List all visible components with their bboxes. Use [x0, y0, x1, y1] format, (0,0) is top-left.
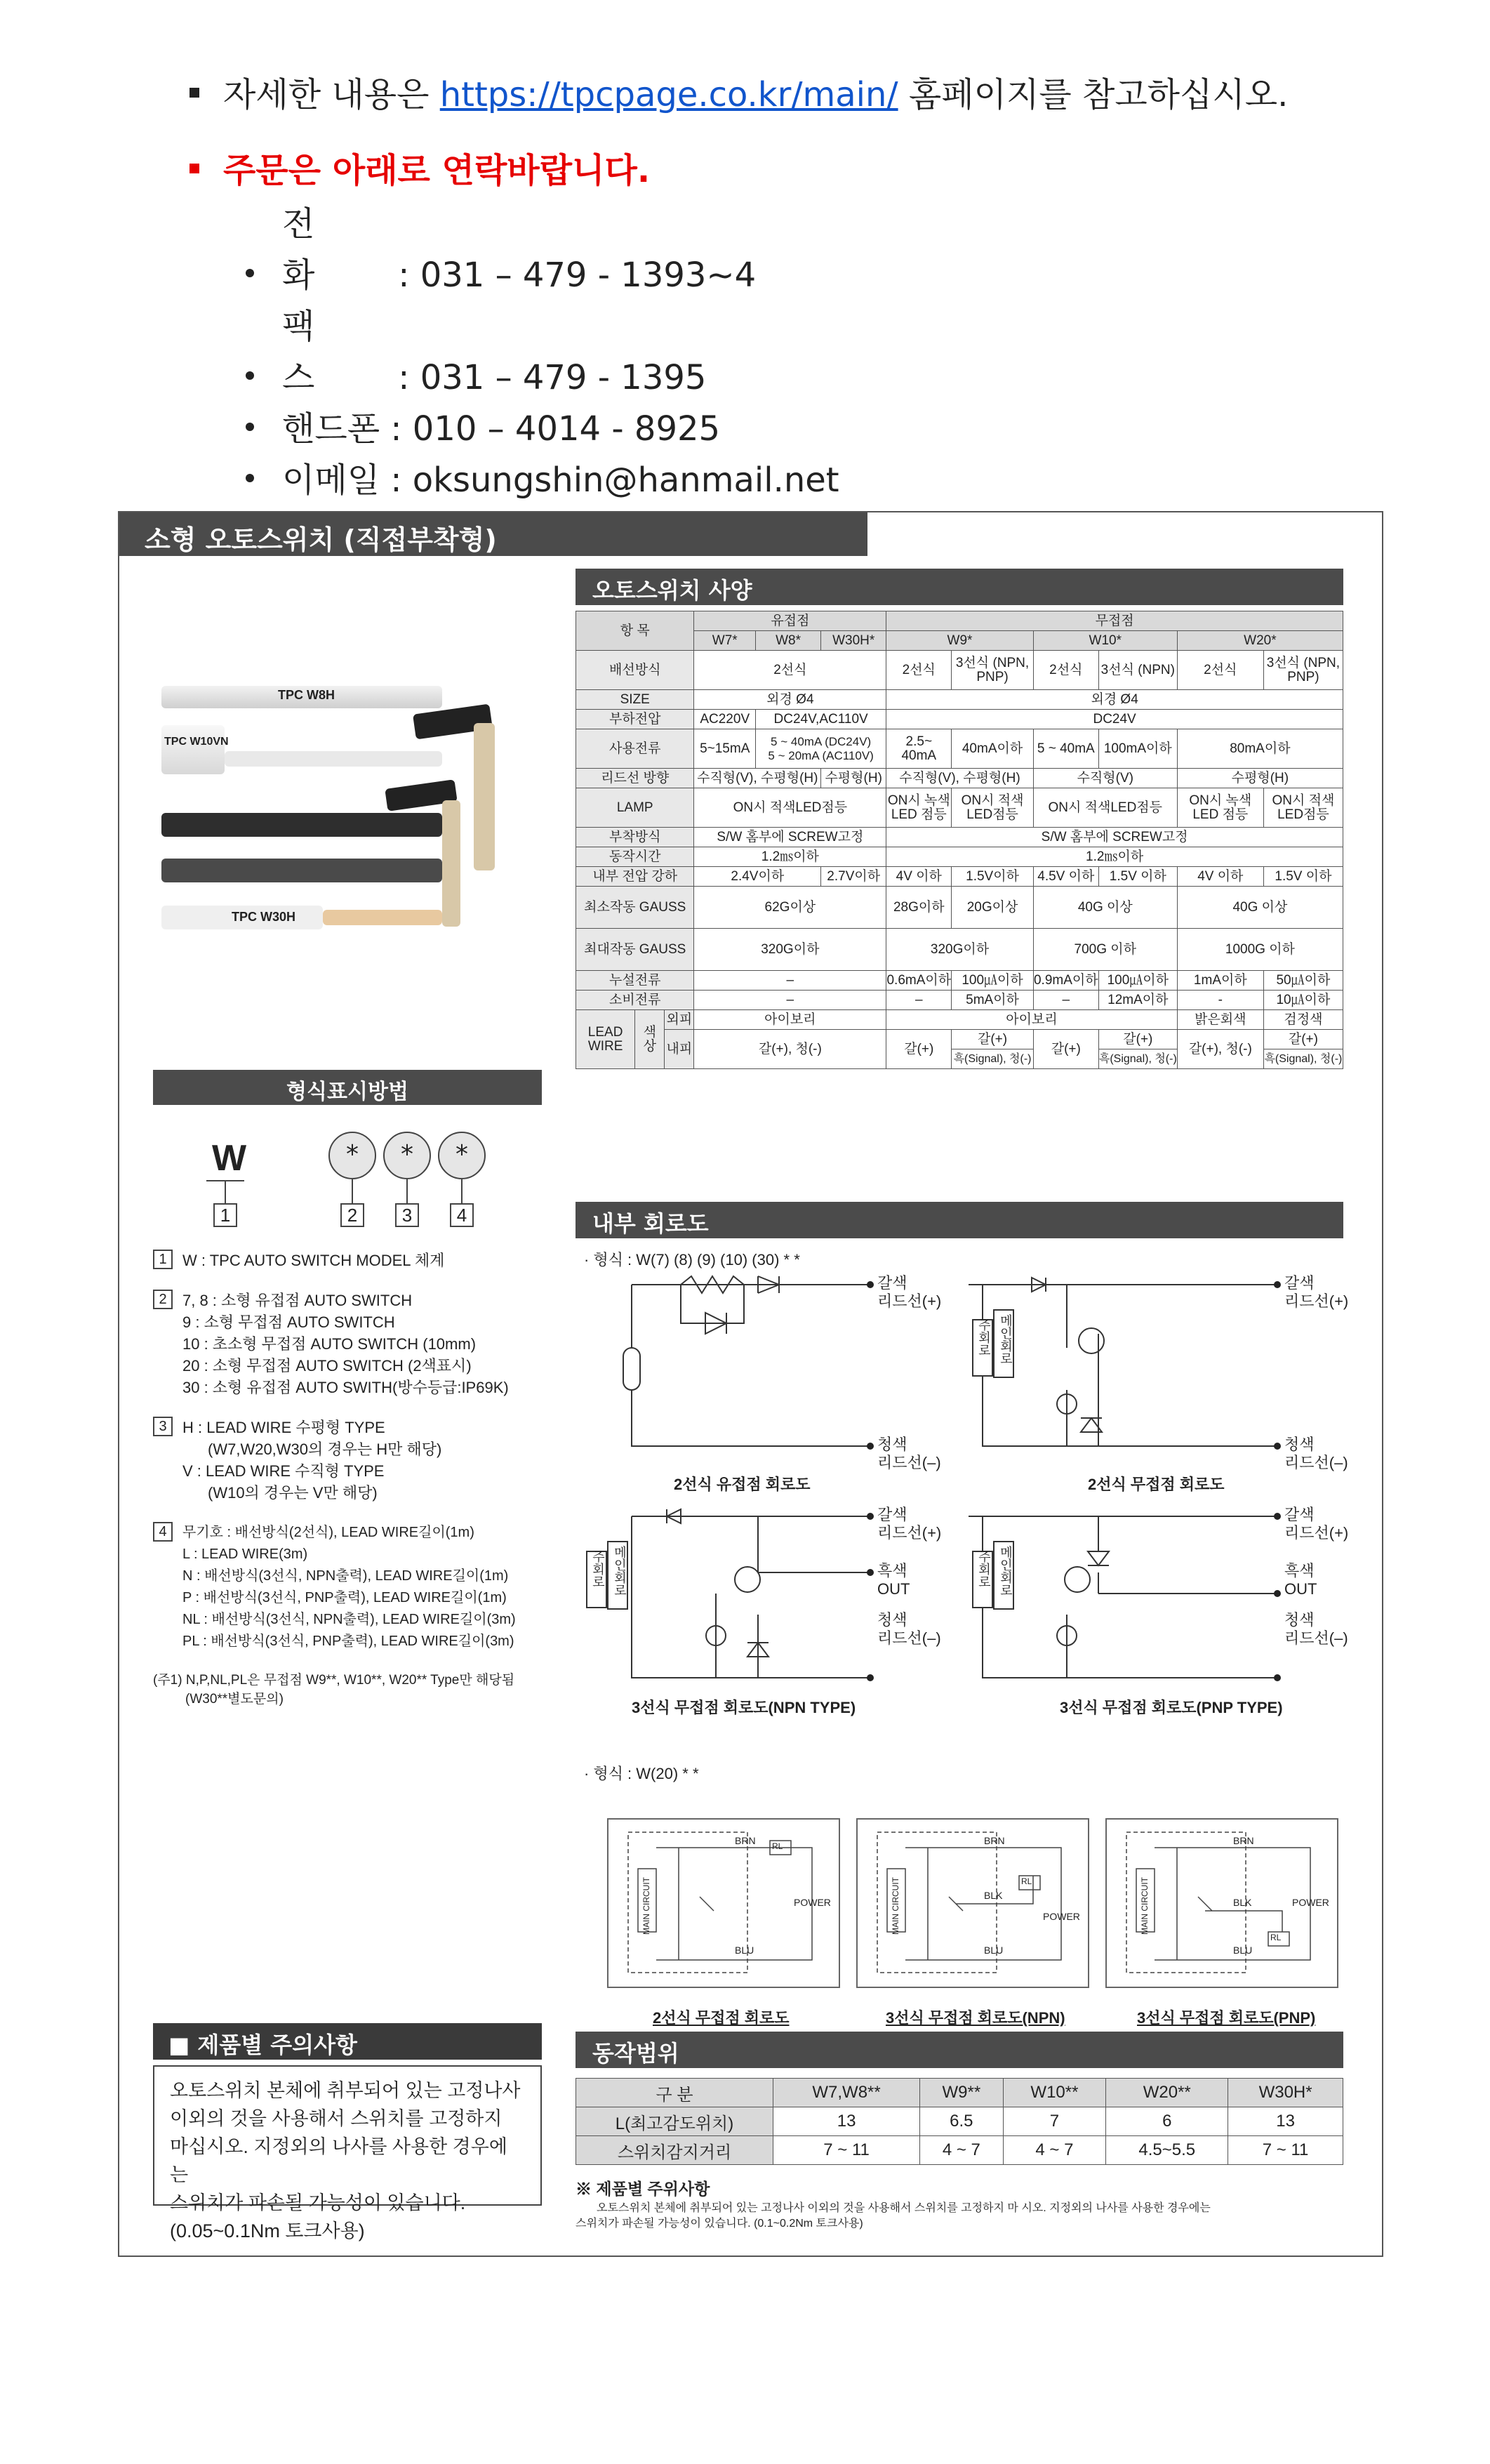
- photo-label: TPC W8H: [278, 688, 335, 702]
- range-header: W20**: [1106, 2079, 1228, 2107]
- spec-cell: 5mA이하: [952, 991, 1033, 1010]
- spec-row-label: 색 상: [635, 1010, 665, 1069]
- contact-label: 이메일: [282, 461, 380, 500]
- spec-cell: 62G이상: [694, 887, 886, 929]
- spec-table: [576, 611, 1343, 1069]
- format-item: 20 : 소형 무접점 AUTO SWITCH (2색표시): [182, 1357, 472, 1375]
- format-item: 30 : 소형 유접점 AUTO SWITH(방수등급:IP69K): [182, 1379, 509, 1396]
- wire-color: 청색: [877, 1611, 907, 1629]
- intro-section: [189, 67, 1453, 506]
- spec-cell: 28G이하: [886, 887, 952, 929]
- spec-cell: 20G이상: [952, 887, 1033, 929]
- main-circuit-label: MAIN CIRCUIT: [1140, 1877, 1150, 1935]
- spec-cell: 0.9mA이하: [1033, 971, 1098, 991]
- spec-model: W20*: [1177, 631, 1343, 651]
- spec-row-label: 내부 전압 강하: [576, 867, 694, 887]
- wire-label: BLU: [735, 1945, 754, 1956]
- spec-cell: 4V 이하: [1177, 867, 1263, 887]
- order-heading: [189, 143, 1453, 199]
- range-header: W30H*: [1228, 2079, 1343, 2107]
- spec-row-label: 동작시간: [576, 847, 694, 867]
- load-label: RL: [772, 1841, 783, 1851]
- format-slot-circle: *: [438, 1132, 486, 1179]
- caution-line: 이외의 것을 사용해서 스위치를 고정하지: [170, 2108, 503, 2129]
- wire-color: 갈색: [1284, 1506, 1315, 1523]
- spec-cell-line: 5 ~ 20mA (AC110V): [768, 748, 874, 762]
- spec-row-label: 내피: [665, 1030, 694, 1069]
- spec-row-label: 리드선 방향: [576, 769, 694, 788]
- bullet-dot-icon: [246, 474, 254, 482]
- spec-cell: 4V 이하: [886, 867, 952, 887]
- range-row-label: 스위치감지거리: [576, 2136, 773, 2165]
- range-section-title: 동작범위: [576, 2032, 1343, 2068]
- range-cell: 7 ~ 11: [773, 2136, 920, 2165]
- spec-cell: S/W 홈부에 SCREW고정: [694, 828, 886, 847]
- spec-cell: 100㎂이하: [952, 971, 1033, 991]
- range-note-line: 스위치가 파손될 가능성이 있습니다. (0.1~0.2Nm 토크사용): [576, 2218, 863, 2230]
- contact-fax: 팩 스 : 031 – 479 - 1395: [189, 301, 1453, 404]
- spec-cell: 700G 이하: [1033, 929, 1177, 971]
- main-circuit-sub: 메인회로: [999, 1546, 1013, 1596]
- format-connector-lines: [119, 512, 540, 1243]
- spec-cell: 10㎂이하: [1263, 991, 1343, 1010]
- spec-cell: 100mA이하: [1098, 729, 1177, 769]
- spec-cell: 갈(+): [886, 1030, 952, 1069]
- caution-section-title: ■ 제품별 주의사항: [153, 2023, 542, 2060]
- catalog-title: 소형 오토스위치 (직접부착형): [119, 512, 867, 556]
- circuit-label-brown: [877, 1274, 941, 1311]
- spec-cell: 2.5~ 40mA: [886, 729, 952, 769]
- contact-value[interactable]: oksungshin@hanmail.net: [412, 461, 839, 500]
- spec-cell: –: [1033, 991, 1098, 1010]
- format-number: 2: [153, 1290, 173, 1309]
- spec-cell: 갈(+): [952, 1030, 1033, 1049]
- spec-cell: 1mA이하: [1177, 971, 1263, 991]
- spec-cell: 외경 Ø4: [886, 690, 1343, 710]
- info-text-end: 홈페이지를 참고하십시오.: [898, 75, 1289, 114]
- info-line: [189, 67, 1453, 123]
- spec-header-contact: 유접점: [694, 611, 886, 631]
- contact-value[interactable]: 031 – 479 - 1393~4: [420, 256, 757, 295]
- spec-header-noncontact: 무접점: [886, 611, 1343, 631]
- spec-row-label: 누설전류: [576, 971, 694, 991]
- caution-line: 오토스위치 본체에 취부되어 있는 고정나사: [170, 2080, 521, 2101]
- range-cell: 13: [1228, 2107, 1343, 2136]
- info-text: 자세한 내용은: [223, 75, 440, 114]
- spec-row-label: 소비전류: [576, 991, 694, 1010]
- spec-cell: 2선식: [694, 651, 886, 690]
- format-number: 3: [395, 1203, 419, 1227]
- spec-cell: 3선식 (NPN): [1098, 651, 1177, 690]
- caution-line: 마십시오. 지정외의 나사를 사용한 경우에는: [170, 2136, 507, 2185]
- format-item: NL : 배선방식(3선식, NPN출력), LEAD WIRE길이(3m): [182, 1612, 516, 1627]
- format-note: (주1) N,P,NL,PL은 무접점 W9**, W10**, W20** Type만 해당됨: [153, 1673, 515, 1688]
- range-cell: 6.5: [920, 2107, 1003, 2136]
- format-number: 3: [153, 1417, 173, 1436]
- w20-circuit-npn: [856, 1818, 1089, 1988]
- format-section-title: 형식표시방법: [153, 1070, 542, 1105]
- circuit-form-label: · 형식 : W(20) * *: [584, 1765, 699, 1782]
- main-circuit-sub: 메인회로: [999, 1314, 1013, 1365]
- format-item: L : LEAD WIRE(3m): [182, 1546, 308, 1562]
- spec-cell: ON시 적색 LED점등: [952, 788, 1033, 828]
- circuit-caption: 2선식 무접점 회로도: [1088, 1476, 1225, 1493]
- format-item: (W7,W20,W30의 경우는 H만 해당): [208, 1440, 442, 1458]
- spec-cell: 1000G 이하: [1177, 929, 1343, 971]
- spec-row-label: SIZE: [576, 690, 694, 710]
- format-slot-circle: *: [383, 1132, 431, 1179]
- format-note: (W30**별도문의): [185, 1692, 284, 1707]
- spec-cell: 12mA이하: [1098, 991, 1177, 1010]
- spec-cell: 1.2㎳이하: [694, 847, 886, 867]
- spec-cell: 3선식 (NPN, PNP): [952, 651, 1033, 690]
- main-circuit-label: 주회로: [591, 1550, 605, 1588]
- format-item: W : TPC AUTO SWITCH MODEL 체계: [182, 1252, 445, 1269]
- w20-caption: 2선식 무접점 회로도: [653, 2009, 790, 2027]
- spec-cell: 40G 이상: [1177, 887, 1343, 929]
- wire-label: BRN: [735, 1835, 756, 1846]
- wire-label: BLK: [1233, 1897, 1252, 1908]
- range-cell: 4.5~5.5: [1106, 2136, 1228, 2165]
- spec-cell: –: [694, 971, 886, 991]
- spec-model: W8*: [756, 631, 821, 651]
- contact-email: 이메일 : oksungshin@hanmail.net: [189, 455, 1453, 506]
- wire-color: 갈색: [877, 1274, 907, 1292]
- wire-polarity: 리드선(+): [1284, 1524, 1349, 1542]
- spec-cell: 5~15mA: [694, 729, 756, 769]
- spec-cell: 2.4V이하: [694, 867, 821, 887]
- wire-polarity: 리드선(–): [877, 1629, 941, 1647]
- wire-label: BLU: [984, 1945, 1004, 1956]
- range-cell: 13: [773, 2107, 920, 2136]
- spec-cell-line: 5 ~ 40mA (DC24V): [771, 734, 872, 748]
- contact-value[interactable]: 031 – 479 - 1395: [420, 358, 707, 397]
- spec-cell: 40mA이하: [952, 729, 1033, 769]
- format-item: 10 : 초소형 무접점 AUTO SWITCH (10mm): [182, 1335, 477, 1353]
- range-header: 구 분: [576, 2079, 773, 2107]
- bullet-dot-icon: [246, 423, 254, 431]
- spec-cell: 갈(+): [1263, 1030, 1343, 1049]
- circuit-label-blue: [1284, 1611, 1348, 1648]
- spec-cell: 흑(Signal), 청(-): [952, 1049, 1033, 1069]
- wire-polarity: 리드선(–): [877, 1454, 941, 1471]
- circuit-label-brown: [877, 1506, 941, 1542]
- main-circuit-label: 주회로: [977, 1318, 991, 1356]
- spec-cell: 80mA이하: [1177, 729, 1343, 769]
- spec-row-label: 최대작동 GAUSS: [576, 929, 694, 971]
- spec-row-label: 부하전압: [576, 710, 694, 729]
- photo-label: TPC W10VN: [164, 736, 229, 748]
- photo-label: TPC W30H: [232, 910, 296, 924]
- spec-cell: DC24V,AC110V: [756, 710, 886, 729]
- format-item: 7, 8 : 소형 유접점 AUTO SWITCH: [182, 1292, 413, 1309]
- spec-cell: 수직형(V), 수평형(H): [694, 769, 821, 788]
- circuit-label-brown: [1284, 1506, 1348, 1542]
- spec-cell: 수평형(H): [821, 769, 886, 788]
- range-header: W9**: [920, 2079, 1003, 2107]
- range-note-title: ※ 제품별 주위사항: [576, 2180, 710, 2198]
- spec-cell: 수직형(V), 수평형(H): [886, 769, 1034, 788]
- format-descriptions: [153, 1250, 546, 1709]
- wire-polarity: 리드선(–): [1284, 1454, 1348, 1471]
- spec-row-label: 최소작동 GAUSS: [576, 887, 694, 929]
- circuit-caption: 3선식 무접점 회로도(PNP TYPE): [1060, 1699, 1283, 1716]
- spec-cell: 검정색: [1263, 1010, 1343, 1030]
- spec-cell: 1.2㎳이하: [886, 847, 1343, 867]
- spec-cell: 2선식: [1033, 651, 1098, 690]
- circuit-label-black: [877, 1562, 910, 1598]
- main-circuit-label: MAIN CIRCUIT: [891, 1877, 900, 1935]
- spec-cell: -: [1177, 991, 1263, 1010]
- spec-cell: 5 ~ 40mA: [1033, 729, 1098, 769]
- format-item: 9 : 소형 무접점 AUTO SWITCH: [182, 1313, 395, 1331]
- spec-cell: S/W 홈부에 SCREW고정: [886, 828, 1343, 847]
- format-item: V : LEAD WIRE 수직형 TYPE: [182, 1462, 385, 1480]
- format-item: PL : 배선방식(3선식, PNP출력), LEAD WIRE길이(3m): [182, 1634, 514, 1649]
- power-label: POWER: [794, 1897, 831, 1908]
- wire-polarity: OUT: [1284, 1580, 1317, 1598]
- spec-header-item: 항 목: [576, 611, 694, 651]
- spec-cell: 2선식: [886, 651, 952, 690]
- circuit-label-blue: [877, 1611, 941, 1648]
- circuit-caption: 3선식 무접점 회로도(NPN TYPE): [632, 1699, 856, 1716]
- spec-row-label: LEAD WIRE: [576, 1010, 635, 1069]
- catalog-panel: [118, 511, 1383, 2257]
- wire-color: 흑색: [1284, 1562, 1315, 1579]
- wire-polarity: OUT: [877, 1580, 910, 1598]
- power-label: POWER: [1043, 1911, 1080, 1922]
- format-slot-circle: *: [328, 1132, 376, 1179]
- circuit-label-blue: [877, 1436, 941, 1472]
- load-label: RL: [1021, 1876, 1032, 1886]
- wire-label: BLK: [984, 1890, 1003, 1901]
- spec-model: W10*: [1033, 631, 1177, 651]
- wire-color: 갈색: [1284, 1274, 1315, 1292]
- spec-cell: 흑(Signal), 청(-): [1263, 1049, 1343, 1069]
- range-cell: 4 ~ 7: [1003, 2136, 1106, 2165]
- w20-circuit-pnp: [1105, 1818, 1338, 1988]
- contact-label: 팩 스: [282, 307, 343, 397]
- spec-section-title: 오토스위치 사양: [576, 569, 1343, 605]
- format-number: 1: [213, 1203, 237, 1227]
- spec-cell: 갈(+): [1098, 1030, 1177, 1049]
- spec-cell: 흑(Signal), 청(-): [1098, 1049, 1177, 1069]
- spec-cell: –: [694, 991, 886, 1010]
- spec-cell: 0.6mA이하: [886, 971, 952, 991]
- spec-row-label: 외피: [665, 1010, 694, 1030]
- circuit-section-title: 내부 회로도: [576, 1202, 1343, 1238]
- w20-circuit-2wire: [607, 1818, 840, 1988]
- range-cell: 7: [1003, 2107, 1106, 2136]
- caution-line: 스위치가 파손될 가능성이 있습니다.: [170, 2192, 466, 2213]
- order-title: 주문은 아래로 연락바랍니다.: [223, 151, 651, 190]
- spec-cell: –: [886, 991, 952, 1010]
- homepage-link[interactable]: https://tpcpage.co.kr/main/: [439, 75, 898, 114]
- caution-box: [153, 2065, 542, 2241]
- spec-cell: 1.5V이하: [952, 867, 1033, 887]
- spec-cell: 4.5V 이하: [1033, 867, 1098, 887]
- spec-cell: 2.7V이하: [821, 867, 886, 887]
- spec-cell: 수평형(H): [1177, 769, 1343, 788]
- wire-color: 흑색: [877, 1562, 907, 1579]
- table-row: [576, 2107, 1343, 2136]
- wire-label: BRN: [1233, 1835, 1254, 1846]
- spec-cell: 100㎂이하: [1098, 971, 1177, 991]
- contact-value[interactable]: 010 – 4014 - 8925: [412, 409, 721, 449]
- caution-line: (0.05~0.1Nm 토크사용): [170, 2220, 365, 2241]
- spec-cell: 수직형(V): [1033, 769, 1177, 788]
- range-header: W7,W8**: [773, 2079, 920, 2107]
- format-item: N : 배선방식(3선식, NPN출력), LEAD WIRE길이(1m): [182, 1568, 509, 1584]
- spec-model: W7*: [694, 631, 756, 651]
- load-label: RL: [1270, 1933, 1282, 1942]
- power-label: POWER: [1292, 1897, 1329, 1908]
- spec-row-label: LAMP: [576, 788, 694, 828]
- spec-cell: 아이보리: [886, 1010, 1178, 1030]
- spec-row-label: 사용전류: [576, 729, 694, 769]
- wire-color: 청색: [1284, 1611, 1315, 1629]
- range-cell: 7 ~ 11: [1228, 2136, 1343, 2165]
- contact-mobile: 핸드폰 : 010 – 4014 - 8925: [189, 404, 1453, 455]
- format-number: 4: [153, 1522, 173, 1542]
- bullet-dot-icon: [246, 269, 254, 277]
- bullet-square-icon: [189, 164, 199, 173]
- spec-cell: ON시 녹색 LED 점등: [886, 788, 952, 828]
- spec-cell: 320G이하: [694, 929, 886, 971]
- contact-label: 전 화: [282, 204, 343, 295]
- format-number: 1: [153, 1250, 173, 1269]
- format-item: (W10의 경우는 V만 해당): [208, 1484, 378, 1502]
- spec-model: W9*: [886, 631, 1034, 651]
- wire-color: 청색: [877, 1436, 907, 1453]
- wire-polarity: 리드선(–): [1284, 1629, 1348, 1647]
- spec-cell: 50㎂이하: [1263, 971, 1343, 991]
- format-number: 4: [450, 1203, 474, 1227]
- spec-row-label: 배선방식: [576, 651, 694, 690]
- spec-cell: 외경 Ø4: [694, 690, 886, 710]
- spec-cell: 갈(+), 청(-): [1177, 1030, 1263, 1069]
- circuit-label-black: [1284, 1562, 1317, 1598]
- circuit-caption: 2선식 유접점 회로도: [674, 1476, 811, 1493]
- spec-cell: 320G이하: [886, 929, 1034, 971]
- spec-cell: 1.5V 이하: [1263, 867, 1343, 887]
- spec-cell: ON시 적색LED점등: [694, 788, 886, 828]
- wire-color: 청색: [1284, 1436, 1315, 1453]
- format-item: 무기호 : 배선방식(2선식), LEAD WIRE길이(1m): [182, 1525, 474, 1540]
- main-circuit-sub: 메인회로: [613, 1546, 627, 1596]
- wire-color: 갈색: [877, 1506, 907, 1523]
- spec-cell: 밝은회색: [1177, 1010, 1263, 1030]
- range-table: [576, 2078, 1343, 2165]
- contact-phone: 전 화 : 031 – 479 - 1393~4: [189, 199, 1453, 301]
- format-number: 2: [340, 1203, 364, 1227]
- w20-caption: 3선식 무접점 회로도(PNP): [1137, 2009, 1316, 2027]
- spec-row-label: 부착방식: [576, 828, 694, 847]
- bullet-square-icon: [189, 88, 199, 98]
- circuit-label-blue: [1284, 1436, 1348, 1472]
- range-cell: 4 ~ 7: [920, 2136, 1003, 2165]
- spec-cell: [756, 729, 886, 769]
- spec-cell: 아이보리: [694, 1010, 886, 1030]
- format-item: P : 배선방식(3선식, PNP출력), LEAD WIRE길이(1m): [182, 1590, 507, 1605]
- range-note-line: 오토스위치 본체에 취부되어 있는 고정나사 이외의 것을 사용해서 스위치를 고정하지 마 시오. 지정외의 나사를 사용한 경우에는: [597, 2202, 1211, 2214]
- spec-cell: 갈(+), 청(-): [694, 1030, 886, 1069]
- spec-cell: AC220V: [694, 710, 756, 729]
- spec-cell: 40G 이상: [1033, 887, 1177, 929]
- wire-label: BRN: [984, 1835, 1005, 1846]
- wire-polarity: 리드선(+): [877, 1524, 942, 1542]
- circuit-label-brown: [1284, 1274, 1348, 1311]
- spec-cell: ON시 녹색 LED 점등: [1177, 788, 1263, 828]
- w20-caption: 3선식 무접점 회로도(NPN): [886, 2009, 1065, 2027]
- spec-cell: 3선식 (NPN, PNP): [1263, 651, 1343, 690]
- format-item: H : LEAD WIRE 수평형 TYPE: [182, 1419, 385, 1436]
- main-circuit-label: MAIN CIRCUIT: [641, 1877, 651, 1935]
- main-circuit-label: 주회로: [977, 1550, 991, 1588]
- spec-cell: 갈(+): [1033, 1030, 1098, 1069]
- table-row: [576, 2136, 1343, 2165]
- spec-cell: ON시 적색 LED점등: [1263, 788, 1343, 828]
- wire-label: BLU: [1233, 1945, 1253, 1956]
- circuit-form-label: · 형식 : W(7) (8) (9) (10) (30) * *: [584, 1251, 800, 1269]
- spec-cell: 1.5V 이하: [1098, 867, 1177, 887]
- wire-polarity: 리드선(+): [1284, 1292, 1349, 1310]
- wire-polarity: 리드선(+): [877, 1292, 942, 1310]
- spec-cell: ON시 적색LED점등: [1033, 788, 1177, 828]
- range-cell: 6: [1106, 2107, 1228, 2136]
- spec-cell: DC24V: [886, 710, 1343, 729]
- spec-model: W30H*: [821, 631, 886, 651]
- range-row-label: L(최고감도위치): [576, 2107, 773, 2136]
- bullet-dot-icon: [246, 371, 254, 380]
- spec-cell: 2선식: [1177, 651, 1263, 690]
- format-letter-w: W: [212, 1138, 247, 1179]
- contact-label: 핸드폰: [282, 409, 380, 449]
- range-header: W10**: [1003, 2079, 1106, 2107]
